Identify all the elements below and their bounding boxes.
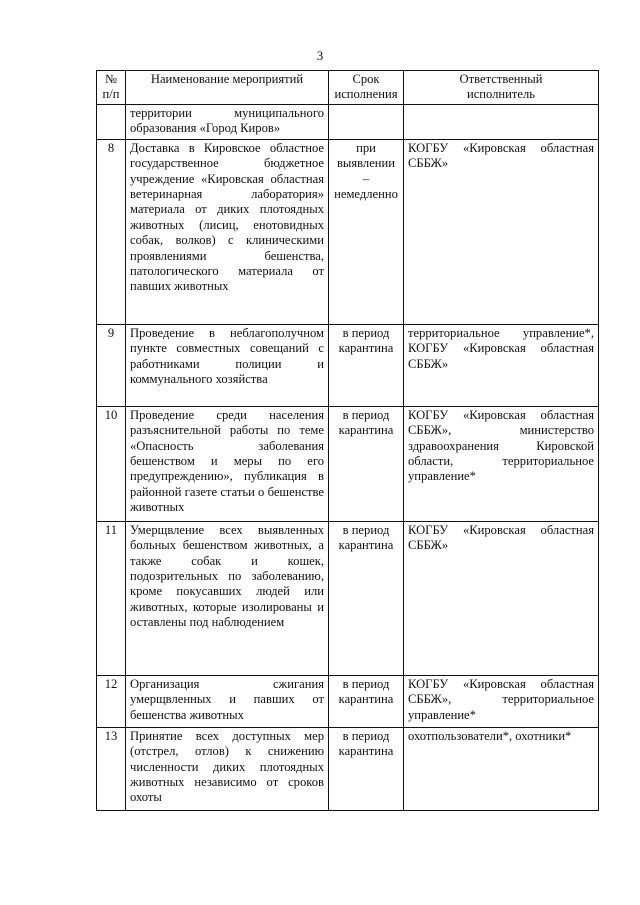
header-responsible: Ответственный исполнитель: [404, 71, 599, 105]
row-number: 13: [97, 727, 126, 810]
deadline: в период карантина: [329, 521, 404, 675]
measure-name: Доставка в Кировское областное государственное бюджетное учреждение «Кировская областная ветеринарная лаборатория» материала от диких плотоядных животных (лисиц, енотовидных собак, волков) с клиническими проявлениями бешенства, патологического материала от павших животных: [126, 139, 329, 324]
table-row: [97, 675, 599, 727]
table-row: [97, 139, 599, 324]
deadline: в период карантина: [329, 406, 404, 521]
deadline: в период карантина: [329, 675, 404, 727]
header-num: № п/п: [97, 71, 126, 105]
deadline: в период карантина: [329, 727, 404, 810]
row-number: [97, 105, 126, 140]
header-name: Наименование мероприятий: [126, 71, 329, 105]
deadline: в период карантина: [329, 324, 404, 406]
table-row: [97, 406, 599, 521]
row-number: 9: [97, 324, 126, 406]
row-number: 11: [97, 521, 126, 675]
measure-name: Проведение среди населения разъяснительной работы по теме «Опасность заболевания бешенством и меры по его предупреждению», публикация в районной газете статьи о бешенстве животных: [126, 406, 329, 521]
responsible: КОГБУ «Кировская областная СББЖ»: [404, 521, 599, 675]
page-number: 3: [316, 48, 324, 63]
table-row: [97, 727, 599, 810]
header-deadline: Срок исполнения: [329, 71, 404, 105]
table-row: [97, 105, 599, 140]
deadline: при выявлении – немедленно: [329, 139, 404, 324]
responsible: КОГБУ «Кировская областная СББЖ»: [404, 139, 599, 324]
row-number: 10: [97, 406, 126, 521]
measure-name: территории муниципального образования «Город Киров»: [126, 105, 329, 140]
deadline: [329, 105, 404, 140]
row-number: 12: [97, 675, 126, 727]
measure-name: Организация сжигания умерщвленных и павших от бешенства животных: [126, 675, 329, 727]
measure-name: Принятие всех доступных мер (отстрел, отлов) к снижению численности диких плотоядных животных независимо от сроков охоты: [126, 727, 329, 810]
responsible: территориальное управление*, КОГБУ «Кировская областная СББЖ»: [404, 324, 599, 406]
measure-name: Умерщвление всех выявленных больных бешенством животных, а также собак и кошек, подозрительных по заболеванию, кроме покусавших людей или животных, которые изолированы и оставлены под наблюдением: [126, 521, 329, 675]
row-number: 8: [97, 139, 126, 324]
table-row: [97, 324, 599, 406]
table-header-row: [97, 71, 599, 105]
measure-name: Проведение в неблагополучном пункте совместных совещаний с работниками полиции и коммунального хозяйства: [126, 324, 329, 406]
responsible: [404, 105, 599, 140]
responsible: КОГБУ «Кировская областная СББЖ», министерство здравоохранения Кировской области, территориальное управление*: [404, 406, 599, 521]
measures-table: [96, 70, 599, 811]
responsible: охотпользователи*, охотники*: [404, 727, 599, 810]
responsible: КОГБУ «Кировская областная СББЖ», территориальное управление*: [404, 675, 599, 727]
table-row: [97, 521, 599, 675]
